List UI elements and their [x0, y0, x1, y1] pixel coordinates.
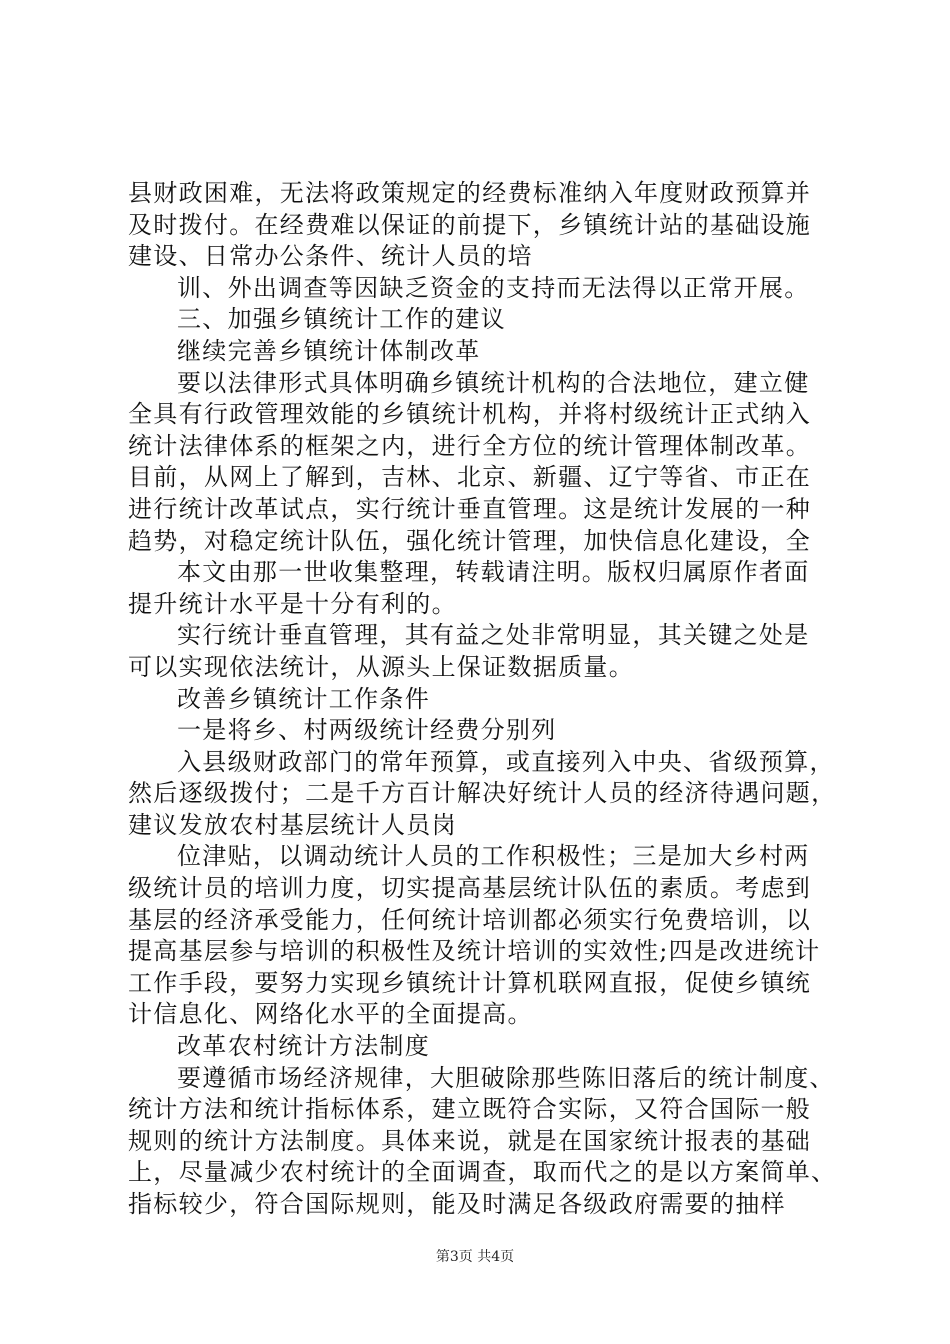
text-line: 县财政困难，无法将政策规定的经费标准纳入年度财政预算并: [128, 179, 812, 207]
text-line: 建议发放农村基层统计人员岗: [128, 810, 457, 839]
text-line: 实行统计垂直管理，其有益之处非常明显，其关键之处是: [177, 621, 810, 650]
text-line: 规则的统计方法制度。具体来说，就是在国家统计报表的基础: [128, 1126, 812, 1155]
text-line: 统计法律体系的框架之内，进行全方位的统计管理体制改革。: [128, 431, 812, 460]
text-line: 位津贴，以调动统计人员的工作积极性；三是加大乡村两: [177, 842, 810, 871]
text-line: 级统计员的培训力度，切实提高基层统计队伍的素质。考虑到: [128, 874, 812, 903]
text-line: 及时拨付。在经费难以保证的前提下，乡镇统计站的基础设施: [128, 210, 812, 239]
text-line: 三、加强乡镇统计工作的建议: [177, 305, 506, 334]
text-line: 改善乡镇统计工作条件: [177, 684, 430, 713]
text-line: 工作手段，要努力实现乡镇统计计算机联网直报，促使乡镇统: [128, 968, 812, 997]
text-line: 要以法律形式具体明确乡镇统计机构的合法地位，建立健: [177, 368, 810, 397]
text-line: 建设、日常办公条件、统计人员的培: [128, 242, 533, 271]
text-line: 可以实现依法统计，从源头上保证数据质量。: [128, 652, 634, 681]
text-line: 提升统计水平是十分有利的。: [128, 589, 457, 618]
text-line: 改革农村统计方法制度: [177, 1032, 430, 1061]
text-line: 目前，从网上了解到，吉林、北京、新疆、辽宁等省、市正在: [128, 463, 812, 492]
text-line: 趋势，对稳定统计队伍，强化统计管理，加快信息化建设，全: [128, 526, 812, 555]
text-line: 计信息化、网络化水平的全面提高。: [128, 1000, 533, 1029]
text-line: 提高基层参与培训的积极性及统计培训的实效性;四是改进统计: [128, 937, 821, 966]
page-footer: 第3页 共4页: [435, 1249, 515, 1265]
text-line: 指标较少，符合国际规则，能及时满足各级政府需要的抽样: [128, 1190, 786, 1218]
text-line: 全具有行政管理效能的乡镇统计机构，并将村级统计正式纳入: [128, 400, 812, 429]
text-line: 上，尽量减少农村统计的全面调查，取而代之的是以方案简单、: [128, 1158, 837, 1187]
text-line: 要遵循市场经济规律，大胆破除那些陈旧落后的统计制度、: [177, 1063, 835, 1092]
text-line: 然后逐级拨付；二是千方百计解决好统计人员的经济待遇问题，: [128, 779, 837, 808]
text-line: 训、外出调查等因缺乏资金的支持而无法得以正常开展。: [177, 273, 810, 302]
text-line: 本文由那一世收集整理，转载请注明。版权归属原作者面: [177, 558, 810, 587]
text-line: 统计方法和统计指标体系，建立既符合实际，又符合国际一般: [128, 1095, 812, 1124]
text-line: 进行统计改革试点，实行统计垂直管理。这是统计发展的一种: [128, 494, 812, 523]
text-line: 继续完善乡镇统计体制改革: [177, 336, 481, 365]
document-body: [128, 178, 838, 1221]
text-line: 一是将乡、村两级统计经费分别列: [177, 716, 557, 745]
text-line: 基层的经济承受能力，任何统计培训都必须实行免费培训，以: [128, 905, 812, 934]
text-line: 入县级财政部门的常年预算，或直接列入中央、省级预算，: [177, 747, 835, 776]
